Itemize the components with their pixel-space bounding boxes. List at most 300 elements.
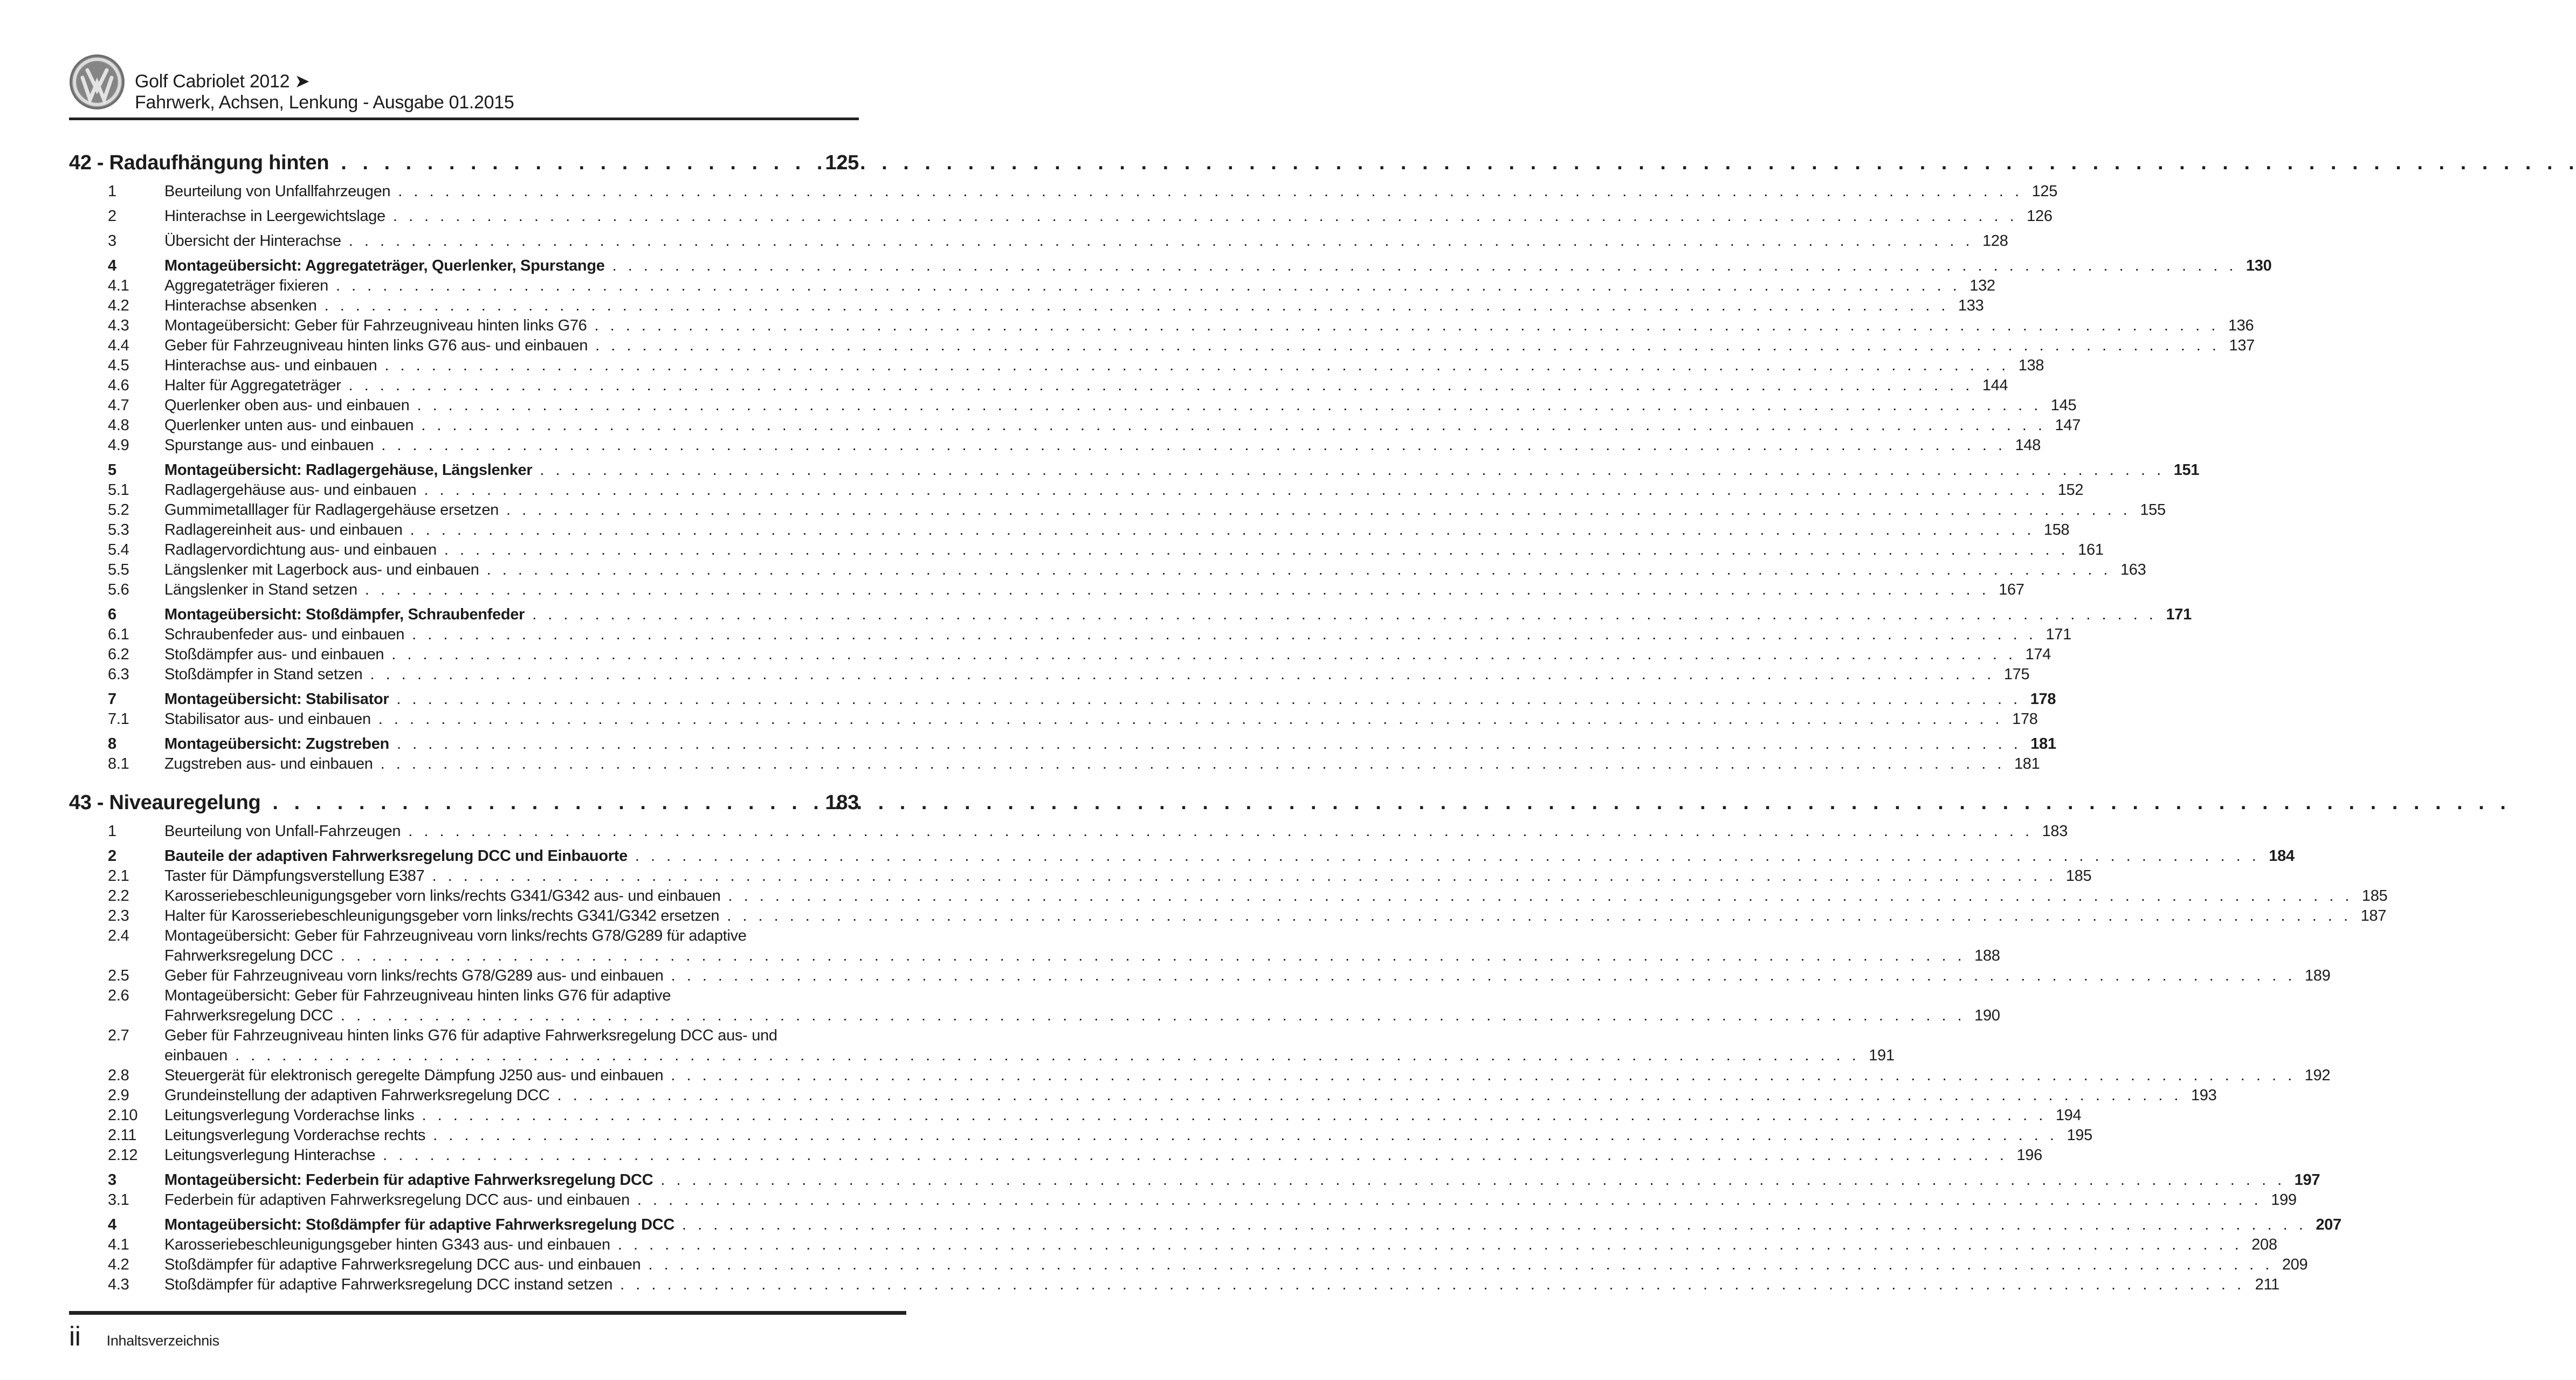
entry-lastline xyxy=(164,709,2038,729)
toc-entry[interactable] xyxy=(69,520,2070,540)
entry-content xyxy=(164,256,2271,276)
page-footer xyxy=(69,1322,859,1350)
toc-entry[interactable] xyxy=(69,296,1984,316)
entry-title: Längslenker in Stand setzen xyxy=(164,581,357,598)
entry-content xyxy=(164,926,2000,966)
toc-entry[interactable] xyxy=(69,256,2272,276)
dot-leader xyxy=(390,182,2026,202)
entry-title: Montageübersicht: Stabilisator xyxy=(164,691,389,708)
entry-page: 145 xyxy=(2050,397,2077,414)
entry-content xyxy=(164,1066,2330,1086)
toc-entry[interactable] xyxy=(69,182,2058,202)
entry-page: 188 xyxy=(1974,947,2000,964)
dot-leader xyxy=(385,206,2021,226)
entry-title: Schraubenfeder aus- und einbauen xyxy=(164,626,405,643)
dot-leader xyxy=(384,645,2020,665)
entry-lastline xyxy=(164,822,2068,841)
section-entries xyxy=(69,822,2388,1295)
entry-number: 3 xyxy=(108,232,116,250)
entry-number: 5.5 xyxy=(108,561,129,578)
entry-page: 174 xyxy=(2025,646,2051,663)
entry-page: 195 xyxy=(2067,1127,2092,1144)
dot-leader xyxy=(403,520,2038,540)
toc-entry[interactable] xyxy=(69,1146,2042,1165)
entry-title: Leitungsverlegung Vorderachse rechts xyxy=(164,1127,426,1144)
entry-page: 138 xyxy=(2018,357,2044,374)
dot-leader xyxy=(479,560,2115,580)
dot-leader xyxy=(550,1086,2186,1106)
entry-lastline xyxy=(164,1046,1895,1066)
entry-title: Karosseriebeschleunigungsgeber vorn links/rechts G341/G342 aus- und einbauen xyxy=(164,887,721,905)
toc-entry[interactable] xyxy=(69,906,2387,926)
dot-leader xyxy=(389,689,2024,709)
entry-content xyxy=(164,1146,2042,1165)
dot-leader xyxy=(404,625,2040,645)
toc-entry[interactable] xyxy=(69,1170,2320,1190)
entry-number: 2.5 xyxy=(108,967,129,984)
entry-content xyxy=(164,866,2091,886)
footer-label: Inhaltsverzeichnis xyxy=(106,1333,219,1349)
dot-leader xyxy=(664,966,2299,986)
entry-lastline xyxy=(164,520,2069,540)
entry-page: 147 xyxy=(2055,417,2081,434)
entry-page: 171 xyxy=(2166,606,2192,623)
entry-title: Hinterachse aus- und einbauen xyxy=(164,357,377,374)
dot-leader xyxy=(333,946,1969,966)
entry-title: Radlagervordichtung aus- und einbauen xyxy=(164,541,437,558)
dot-leader xyxy=(653,1170,2289,1190)
entry-lastline xyxy=(164,500,2166,520)
entry-page: 196 xyxy=(2016,1147,2042,1164)
entry-lastline xyxy=(164,906,2386,926)
entry-number: 6.1 xyxy=(108,626,129,643)
entry-title: Montageübersicht: Geber für Fahrzeugniveau hinten links G76 xyxy=(164,317,587,334)
entry-title: Leitungsverlegung Hinterachse xyxy=(164,1147,376,1164)
entry-page: 132 xyxy=(1969,277,1995,294)
entry-content xyxy=(164,689,2056,709)
entry-lastline xyxy=(164,276,1995,296)
toc-entry[interactable] xyxy=(69,734,2056,754)
entry-page: 185 xyxy=(2361,887,2388,905)
header-subtitle-line: Fahrwerk, Achsen, Lenkung - Ausgabe 01.2015 xyxy=(135,92,514,113)
entry-content xyxy=(164,645,2051,665)
entry-number: 4 xyxy=(108,257,116,274)
entry-title: Übersicht der Hinterachse xyxy=(164,232,341,250)
toc-entry[interactable] xyxy=(69,356,2044,376)
entry-number: 2.12 xyxy=(108,1147,138,1164)
entry-number: 2.6 xyxy=(108,987,129,1004)
dot-leader xyxy=(719,906,2355,926)
toc-entry[interactable] xyxy=(69,500,2166,520)
entry-page: 126 xyxy=(2027,208,2052,225)
entry-title: Radlagereinheit aus- und einbauen xyxy=(164,521,403,539)
entry-page: 133 xyxy=(1958,297,1984,314)
toc-entry[interactable] xyxy=(69,580,2024,600)
entry-title: Stabilisator aus- und einbauen xyxy=(164,710,371,728)
page-header xyxy=(69,54,859,113)
toc-entry[interactable] xyxy=(69,206,2052,226)
entry-number: 4.8 xyxy=(108,417,129,434)
entry-number: 6.2 xyxy=(108,646,129,663)
dot-leader xyxy=(628,846,2263,866)
toc-entry[interactable] xyxy=(69,754,2040,774)
entry-content xyxy=(164,1215,2341,1235)
entry-page: 148 xyxy=(2015,437,2041,454)
entry-lastline xyxy=(164,256,2271,276)
entry-lastline xyxy=(164,1066,2330,1086)
header-model-line: Golf Cabriolet 2012 ➤ xyxy=(135,71,310,92)
entry-title: Längslenker mit Lagerbock aus- und einbauen xyxy=(164,561,479,578)
entry-content xyxy=(164,206,2052,226)
entry-number: 7 xyxy=(108,691,116,708)
entry-lastline xyxy=(164,1275,2279,1295)
entry-lastline xyxy=(164,1190,2297,1210)
entry-title: Fahrwerksregelung DCC xyxy=(164,1007,333,1024)
entry-title: Montageübersicht: Zugstreben xyxy=(164,735,389,753)
entry-lastline xyxy=(164,846,2295,866)
entry-title: Querlenker oben aus- und einbauen xyxy=(164,397,410,414)
toc-entry[interactable] xyxy=(69,625,2071,645)
entry-content xyxy=(164,1106,2081,1126)
dot-leader xyxy=(588,336,2223,356)
entry-page: 171 xyxy=(2045,626,2071,643)
entry-title: Montageübersicht: Stoßdämpfer, Schraubenfeder xyxy=(164,606,525,623)
dot-leader xyxy=(409,396,2045,416)
dot-leader xyxy=(424,866,2060,886)
dot-leader xyxy=(333,1006,1969,1026)
toc-entry[interactable] xyxy=(69,709,2038,729)
entry-title: Beurteilung von Unfallfahrzeugen xyxy=(164,183,391,200)
section-page: 183 xyxy=(825,791,859,814)
entry-number: 2.10 xyxy=(108,1107,138,1124)
entry-page: 183 xyxy=(2042,823,2068,840)
toc-entry[interactable] xyxy=(69,1106,2082,1126)
entry-content xyxy=(164,886,2387,906)
entry-page: 178 xyxy=(2012,710,2038,728)
entry-page: 184 xyxy=(2269,847,2295,865)
entry-title: Taster für Dämpfungsverstellung E387 xyxy=(164,867,425,885)
toc-entry[interactable] xyxy=(69,416,2081,436)
entry-lastline xyxy=(164,866,2091,886)
entry-lastline xyxy=(164,540,2104,560)
entry-title: Stoßdämpfer aus- und einbauen xyxy=(164,646,384,663)
toc-entry[interactable] xyxy=(69,1190,2297,1210)
toc-entry[interactable] xyxy=(69,665,2030,685)
header-text xyxy=(135,54,514,113)
toc-entry[interactable] xyxy=(69,336,2255,356)
entry-title: Geber für Fahrzeugniveau vorn links/rechts G78/G289 aus- und einbauen xyxy=(164,967,664,984)
dot-leader xyxy=(674,1215,2310,1235)
entry-lastline xyxy=(164,1126,2092,1146)
entry-content xyxy=(164,460,2199,480)
entry-page: 181 xyxy=(2030,735,2056,753)
section-entries xyxy=(69,182,2272,774)
entry-page: 137 xyxy=(2229,337,2255,354)
dot-leader xyxy=(228,1046,1863,1066)
entry-lastline xyxy=(164,605,2192,625)
entry-lastline xyxy=(164,1146,2042,1165)
entry-content xyxy=(164,436,2041,456)
toc-entry[interactable] xyxy=(69,926,2000,966)
dot-leader xyxy=(414,1106,2050,1126)
toc-entry[interactable] xyxy=(69,396,2077,416)
entry-content xyxy=(164,231,2008,251)
footer-rule xyxy=(69,1311,906,1315)
entry-title: Montageübersicht: Federbein für adaptive Fahrwerksregelung DCC xyxy=(164,1171,653,1189)
entry-number: 4.2 xyxy=(108,297,129,314)
entry-lastline xyxy=(164,1215,2341,1235)
toc-section xyxy=(69,150,2272,774)
entry-title: Geber für Fahrzeugniveau hinten links G76 aus- und einbauen xyxy=(164,337,588,354)
entry-page: 190 xyxy=(1974,1007,2000,1024)
entry-page: 185 xyxy=(2065,867,2092,885)
entry-title: Fahrwerksregelung DCC xyxy=(164,947,333,964)
entry-page: 158 xyxy=(2043,521,2070,539)
entry-page: 191 xyxy=(1869,1047,1895,1064)
entry-title: Hinterachse in Leergewichtslage xyxy=(164,208,385,225)
entry-content xyxy=(164,1275,2279,1295)
entry-number: 4.6 xyxy=(108,377,129,394)
entry-lastline xyxy=(164,1170,2320,1190)
toc-entry[interactable] xyxy=(69,1066,2331,1086)
entry-content xyxy=(164,182,2057,202)
toc-entry[interactable] xyxy=(69,376,2008,396)
entry-content xyxy=(164,296,1983,316)
toc-entry[interactable] xyxy=(69,1086,2217,1106)
entry-number: 2.7 xyxy=(108,1027,129,1044)
entry-title: Querlenker unten aus- und einbauen xyxy=(164,417,414,434)
entry-page: 194 xyxy=(2055,1107,2082,1124)
entry-title-wrapline: Montageübersicht: Geber für Fahrzeugniveau hinten links G76 für adaptive xyxy=(164,987,671,1004)
entry-content xyxy=(164,709,2038,729)
toc-entry[interactable] xyxy=(69,966,2331,986)
entry-title: Beurteilung von Unfall-Fahrzeugen xyxy=(164,823,401,840)
toc-entry[interactable] xyxy=(69,1255,2308,1275)
toc-entry[interactable] xyxy=(69,1026,1895,1066)
entry-title: Stoßdämpfer für adaptive Fahrwerksregelung DCC instand setzen xyxy=(164,1276,613,1293)
dot-leader xyxy=(389,734,2025,754)
dot-leader xyxy=(317,296,1953,316)
entry-page: 207 xyxy=(2316,1216,2341,1233)
entry-page: 193 xyxy=(2191,1087,2217,1104)
entry-content xyxy=(164,276,1995,296)
entry-content xyxy=(164,500,2166,520)
dot-leader xyxy=(416,480,2052,500)
entry-title: Halter für Aggregateträger xyxy=(164,377,341,394)
section-title: 42 - Radaufhängung hinten xyxy=(69,151,329,174)
entry-title: Montageübersicht: Aggregateträger, Querlenker, Spurstange xyxy=(164,257,605,274)
entry-content xyxy=(164,846,2295,866)
entry-lastline xyxy=(164,886,2387,906)
entry-lastline xyxy=(164,316,2254,336)
entry-page: 163 xyxy=(2120,561,2146,578)
entry-page: 175 xyxy=(2003,666,2030,683)
entry-title: einbauen xyxy=(164,1047,228,1064)
entry-lastline xyxy=(164,396,2076,416)
toc-entry[interactable] xyxy=(69,1215,2341,1235)
entry-number: 3.1 xyxy=(108,1191,129,1209)
dot-leader xyxy=(605,256,2241,276)
toc-entry[interactable] xyxy=(69,540,2104,560)
entry-lastline xyxy=(164,356,2044,376)
dot-leader xyxy=(363,665,1999,685)
toc-entry[interactable] xyxy=(69,866,2092,886)
entry-title: Halter für Karosseriebeschleunigungsgeber vorn links/rechts G341/G342 ersetzen xyxy=(164,907,720,924)
header-rule xyxy=(69,118,859,120)
toc-entry[interactable] xyxy=(69,1275,2279,1295)
entry-title: Spurstange aus- und einbauen xyxy=(164,437,374,454)
entry-content xyxy=(164,580,2024,600)
entry-lastline xyxy=(164,1086,2216,1106)
entry-content xyxy=(164,560,2146,580)
toc-entry[interactable] xyxy=(69,231,2008,251)
entry-lastline xyxy=(164,754,2040,774)
dot-leader xyxy=(341,231,1977,251)
entry-title: Gummimetalllager für Radlagergehäuse ersetzen xyxy=(164,501,499,519)
entry-lastline xyxy=(164,946,2000,966)
entry-title: Stoßdämpfer in Stand setzen xyxy=(164,666,363,683)
entry-number: 2.11 xyxy=(108,1127,137,1144)
dot-leader xyxy=(612,1275,2248,1295)
toc-entry[interactable] xyxy=(69,846,2295,866)
entry-title: Hinterachse absenken xyxy=(164,297,317,314)
entry-lastline xyxy=(164,1255,2308,1275)
entry-page: 155 xyxy=(2140,501,2166,519)
entry-content xyxy=(164,1190,2297,1210)
entry-page: 192 xyxy=(2304,1067,2331,1084)
toc-entry[interactable] xyxy=(69,436,2041,456)
entry-number: 4.2 xyxy=(108,1256,129,1273)
dot-leader xyxy=(437,540,2072,560)
toc-entry[interactable] xyxy=(69,986,2000,1026)
entry-number: 4.1 xyxy=(108,277,129,294)
entry-title: Aggregateträger fixieren xyxy=(164,277,328,294)
entry-page: 144 xyxy=(1982,377,2008,394)
dot-leader xyxy=(341,376,1977,396)
section-page: 125 xyxy=(825,151,859,174)
entry-content xyxy=(164,625,2071,645)
entry-lastline xyxy=(164,645,2051,665)
entry-title: Karosseriebeschleunigungsgeber hinten G343 aus- und einbauen xyxy=(164,1236,610,1253)
toc-entry[interactable] xyxy=(69,1126,2092,1146)
entry-page: 167 xyxy=(1999,581,2024,598)
entry-title-wrapline: Montageübersicht: Geber für Fahrzeugniveau vorn links/rechts G78/G289 für adaptive xyxy=(164,927,747,944)
entry-number: 4.3 xyxy=(108,317,129,334)
dot-leader xyxy=(641,1255,2277,1275)
entry-page: 130 xyxy=(2246,257,2272,274)
entry-number: 2 xyxy=(108,208,116,225)
entry-number: 1 xyxy=(108,823,116,840)
toc-entry[interactable] xyxy=(69,822,2068,841)
entry-content xyxy=(164,665,2029,685)
dot-leader xyxy=(425,1126,2061,1146)
entry-lastline xyxy=(164,206,2052,226)
toc-entry[interactable] xyxy=(69,645,2051,665)
dot-leader xyxy=(630,1190,2265,1210)
entry-page: 187 xyxy=(2360,907,2387,924)
entry-number: 5.4 xyxy=(108,541,129,558)
section-heading[interactable] xyxy=(69,150,859,175)
entry-number: 5.2 xyxy=(108,501,129,519)
dot-leader xyxy=(499,500,2134,520)
entry-number: 4 xyxy=(108,1216,116,1233)
entry-page: 128 xyxy=(1982,232,2008,250)
entry-number: 5.3 xyxy=(108,521,129,539)
toc-entry[interactable] xyxy=(69,276,1995,296)
dot-leader xyxy=(373,754,2009,774)
dot-leader xyxy=(414,416,2049,436)
entry-number: 3 xyxy=(108,1171,116,1189)
entry-number: 4.7 xyxy=(108,397,129,414)
entry-title: Bauteile der adaptiven Fahrwerksregelung DCC und Einbauorte xyxy=(164,847,628,865)
toc-entry[interactable] xyxy=(69,689,2056,709)
entry-content xyxy=(164,480,2083,500)
entry-content xyxy=(164,1086,2216,1106)
vw-logo-icon xyxy=(69,54,125,110)
entry-title: Radlagergehäuse aus- und einbauen xyxy=(164,481,417,499)
entry-lastline xyxy=(164,336,2255,356)
entry-number: 4.4 xyxy=(108,337,129,354)
entry-page: 181 xyxy=(2014,755,2040,772)
dot-leader xyxy=(357,580,1993,600)
entry-lastline xyxy=(164,416,2081,436)
table-of-contents xyxy=(69,150,2388,1295)
toc-entry[interactable] xyxy=(69,1235,2277,1255)
entry-content xyxy=(164,316,2254,336)
entry-number: 2.8 xyxy=(108,1067,129,1084)
toc-entry[interactable] xyxy=(69,460,2200,480)
entry-content xyxy=(164,396,2076,416)
entry-page: 211 xyxy=(2255,1276,2279,1293)
entry-lastline xyxy=(164,1235,2277,1255)
entry-lastline xyxy=(164,1106,2081,1126)
entry-number: 5.1 xyxy=(108,481,129,499)
dot-leader xyxy=(377,356,2013,376)
toc-entry[interactable] xyxy=(69,480,2084,500)
entry-number: 7.1 xyxy=(108,710,129,728)
section-heading[interactable] xyxy=(69,790,859,815)
dot-leader xyxy=(374,436,2009,456)
entry-page: 151 xyxy=(2173,461,2200,479)
entry-title-wrapline: Geber für Fahrzeugniveau hinten links G76 für adaptive Fahrwerksregelung DCC aus- und xyxy=(164,1027,777,1044)
entry-number: 4.5 xyxy=(108,357,129,374)
entry-number: 6 xyxy=(108,606,116,623)
dot-leader xyxy=(329,150,824,175)
toc-entry[interactable] xyxy=(69,886,2388,906)
toc-entry[interactable] xyxy=(69,316,2254,336)
entry-title: Federbein für adaptiven Fahrwerksregelung DCC aus- und einbauen xyxy=(164,1191,630,1209)
entry-number: 2.2 xyxy=(108,887,129,905)
entry-lastline xyxy=(164,734,2056,754)
page-folio: ii xyxy=(69,1321,81,1351)
entry-number: 2.4 xyxy=(108,927,129,944)
entry-lastline xyxy=(164,182,2057,202)
dot-leader xyxy=(587,316,2222,336)
section-title: 43 - Niveauregelung xyxy=(69,791,261,814)
entry-lastline xyxy=(164,436,2041,456)
dot-leader xyxy=(401,822,2036,841)
toc-entry[interactable] xyxy=(69,560,2146,580)
entry-number: 8 xyxy=(108,735,116,753)
entry-content xyxy=(164,1126,2092,1146)
entry-title: Stoßdämpfer für adaptive Fahrwerksregelung DCC aus- und einbauen xyxy=(164,1256,641,1273)
entry-number: 2.3 xyxy=(108,907,129,924)
entry-page: 209 xyxy=(2282,1256,2308,1273)
toc-entry[interactable] xyxy=(69,605,2192,625)
dot-leader xyxy=(610,1235,2246,1255)
entry-content xyxy=(164,520,2069,540)
entry-lastline xyxy=(164,580,2024,600)
